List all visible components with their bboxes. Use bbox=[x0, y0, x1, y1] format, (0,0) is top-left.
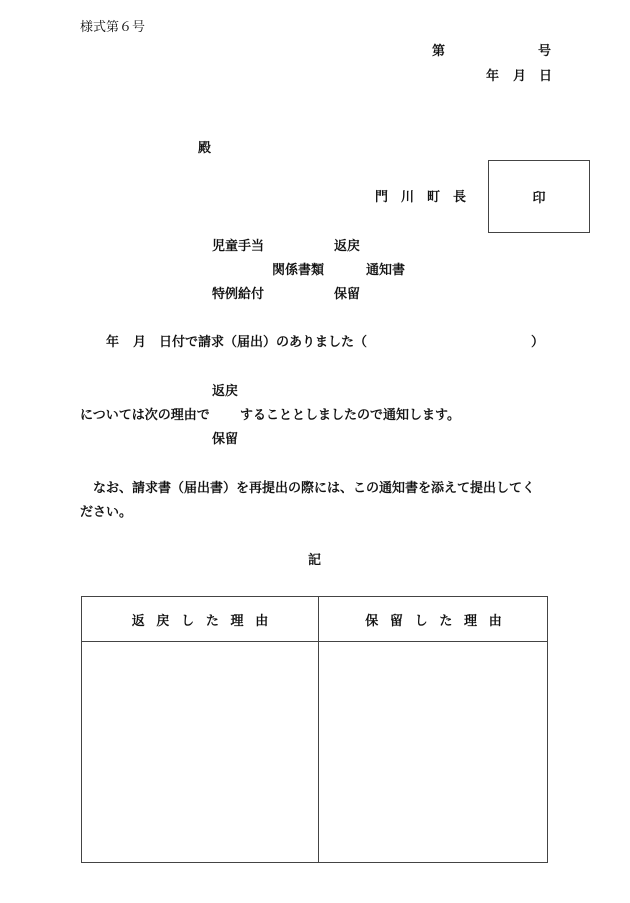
reason-sentence-prefix: については次の理由で bbox=[80, 408, 210, 423]
seal-label: 印 bbox=[532, 191, 546, 206]
issue-date-month: 月 bbox=[513, 69, 527, 84]
hold-reason-cell bbox=[319, 642, 548, 862]
document-number-prefix: 第 bbox=[432, 44, 446, 59]
subject-option-hold: 保留 bbox=[334, 287, 361, 302]
mayor-title: 門 川 町 長 bbox=[375, 190, 467, 205]
hold-reason-header bbox=[319, 597, 548, 642]
hold-reason-header-label: 保留した理由 bbox=[365, 613, 514, 629]
issue-date-day: 日 bbox=[539, 69, 553, 84]
action-option-return: 返戻 bbox=[212, 384, 239, 399]
addressee-suffix: 殿 bbox=[198, 141, 212, 156]
request-date-text: 日付で請求（届出）のありました（ bbox=[159, 335, 368, 350]
return-reason-cell bbox=[82, 642, 318, 862]
resubmission-note-line1: なお、請求書（届出書）を再提出の際には、この通知書を添えて提出してく bbox=[93, 481, 536, 496]
reasons-table bbox=[81, 596, 548, 863]
subject-option-child-allowance: 児童手当 bbox=[212, 239, 265, 254]
ki-heading: 記 bbox=[308, 553, 322, 568]
subject-related-documents: 関係書類 bbox=[272, 263, 325, 278]
issue-date-year: 年 bbox=[486, 69, 500, 84]
document-number-suffix: 号 bbox=[538, 44, 552, 59]
subject-notice: 通知書 bbox=[366, 263, 406, 278]
resubmission-note-line2: ださい。 bbox=[80, 505, 133, 520]
request-date-year: 年 bbox=[106, 335, 120, 350]
request-close-paren: ） bbox=[531, 335, 545, 350]
reason-sentence-suffix: することとしましたので通知します。 bbox=[240, 408, 460, 423]
subject-option-special-benefit: 特例給付 bbox=[212, 287, 265, 302]
form-id: 様式第６号 bbox=[80, 20, 146, 35]
return-reason-header-label: 返戻した理由 bbox=[131, 613, 280, 629]
action-option-hold: 保留 bbox=[212, 432, 239, 447]
request-date-month: 月 bbox=[133, 335, 147, 350]
seal-box bbox=[488, 160, 590, 233]
return-reason-header bbox=[82, 597, 318, 642]
subject-option-return: 返戻 bbox=[334, 239, 361, 254]
